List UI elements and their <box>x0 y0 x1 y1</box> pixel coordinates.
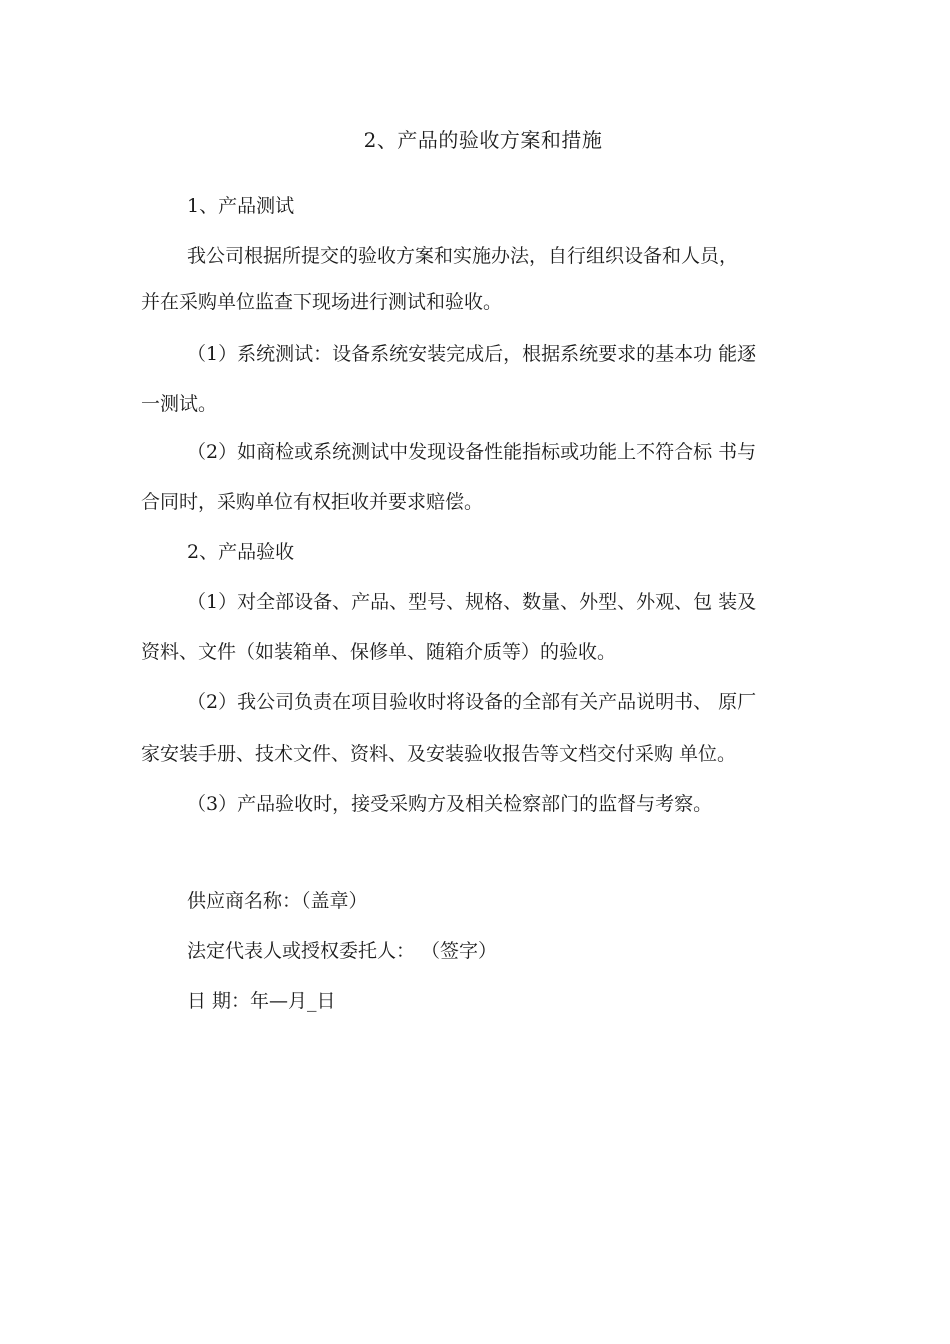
paragraph-line: （1）对全部设备、产品、型号、规格、数量、外型、外观、包 装及 <box>187 591 757 613</box>
paragraph-line: 家安装手册、技术文件、资料、及安装验收报告等文档交付采购 单位。 <box>141 743 737 765</box>
paragraph-line: 合同时，采购单位有权拒收并要求赔偿。 <box>141 491 484 513</box>
representative-line: 法定代表人或授权委托人： （签字） <box>187 940 498 962</box>
paragraph-line: （2）我公司负责在项目验收时将设备的全部有关产品说明书、 原厂 <box>187 691 757 713</box>
section-heading-product-test: 1、产品测试 <box>187 195 295 217</box>
paragraph-line: 我公司根据所提交的验收方案和实施办法，自行组织设备和人员， <box>187 245 739 267</box>
paragraph-line: （1）系统测试：设备系统安装完成后，根据系统要求的基本功 能逐 <box>187 343 757 365</box>
page-title: 2、产品的验收方案和措施 <box>363 128 603 152</box>
supplier-name-line: 供应商名称：（盖章） <box>187 890 368 912</box>
date-line: 日 期：年—月_日 <box>187 990 336 1012</box>
paragraph-line: （2）如商检或系统测试中发现设备性能指标或功能上不符合标 书与 <box>187 441 757 463</box>
section-heading-product-acceptance: 2、产品验收 <box>187 541 295 563</box>
paragraph-line: 并在采购单位监查下现场进行测试和验收。 <box>141 291 503 313</box>
paragraph-line: 资料、文件（如装箱单、保修单、随箱介质等）的验收。 <box>141 641 617 663</box>
paragraph-line: （3）产品验收时，接受采购方及相关检察部门的监督与考察。 <box>187 793 713 815</box>
paragraph-line: 一测试。 <box>141 393 218 415</box>
